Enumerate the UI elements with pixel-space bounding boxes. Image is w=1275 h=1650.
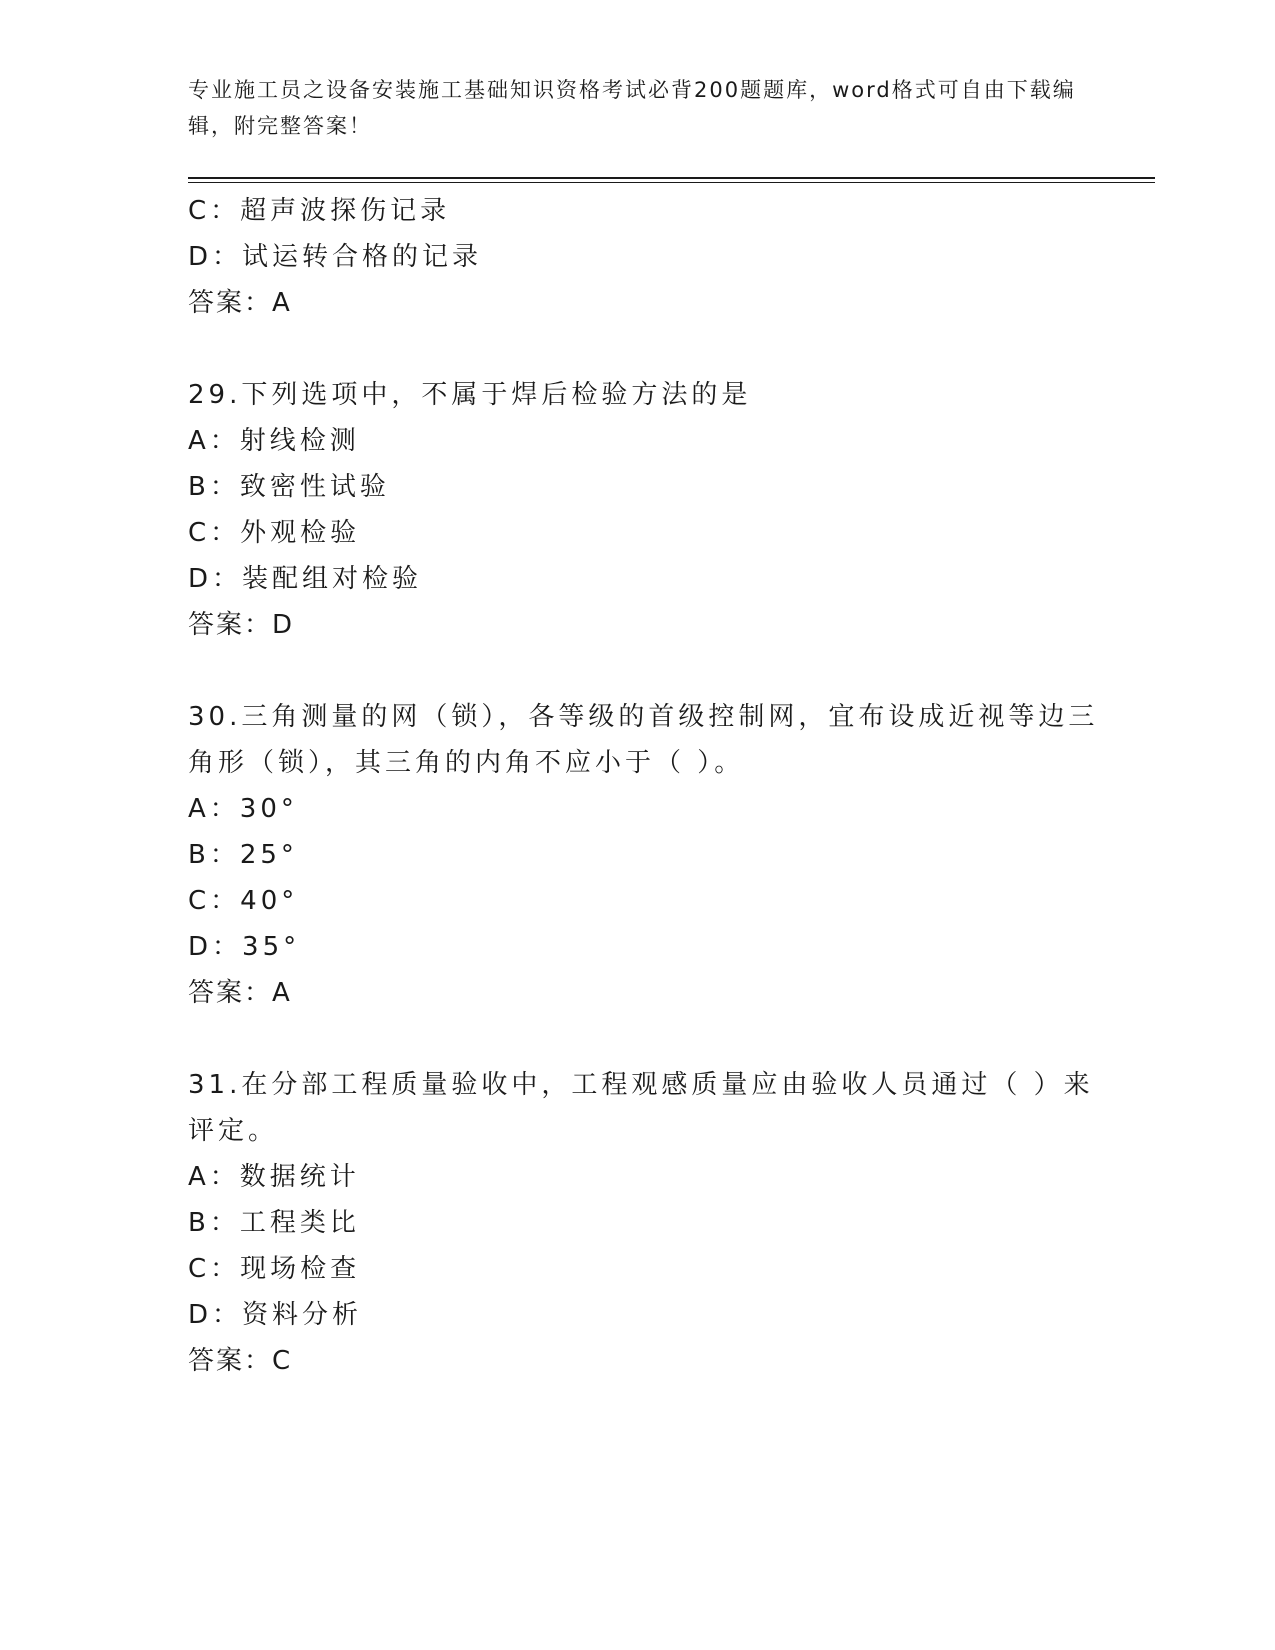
option-d: D：装配组对检验 [188,564,423,594]
answer: 答案：A [188,978,292,1008]
option-b: B：工程类比 [188,1208,360,1238]
option-b: B：致密性试验 [188,472,390,502]
header-divider-thin [188,182,1155,183]
question-31 [188,1062,1094,1384]
option-a: A：数据统计 [188,1162,360,1192]
option-a: A：30° [188,794,298,824]
option-d: D：试运转合格的记录 [188,242,483,272]
question-stem-line-1: 30.三角测量的网（锁），各等级的首级控制网，宜布设成近视等边三 [188,702,1099,732]
document-header: 专业施工员之设备安装施工基础知识资格考试必背200题题库，word格式可自由下载编辑，附完整答案！ [188,78,1076,138]
option-c: C：40° [188,886,299,916]
option-c: C：外观检验 [188,518,361,548]
header-divider [188,177,1155,179]
answer: 答案：A [188,288,292,318]
question-stem-line-2: 角形（锁），其三角的内角不应小于（ ）。 [188,748,745,778]
question-stem-line-2: 评定。 [188,1116,279,1146]
question-29 [188,372,1088,648]
question-stem: 29.下列选项中，不属于焊后检验方法的是 [188,380,752,410]
option-c: C：现场检查 [188,1254,361,1284]
option-c: C：超声波探伤记录 [188,196,451,226]
answer: 答案：D [188,610,295,640]
option-b: B：25° [188,840,298,870]
option-a: A：射线检测 [188,426,360,456]
question-30 [188,694,1099,1016]
answer: 答案：C [188,1346,293,1376]
question-stem-line-1: 31.在分部工程质量验收中，工程观感质量应由验收人员通过（ ）来 [188,1070,1094,1100]
question-list [188,188,1099,1384]
option-d: D：资料分析 [188,1300,363,1330]
option-d: D：35° [188,932,301,962]
question-28-tail [188,188,1088,326]
